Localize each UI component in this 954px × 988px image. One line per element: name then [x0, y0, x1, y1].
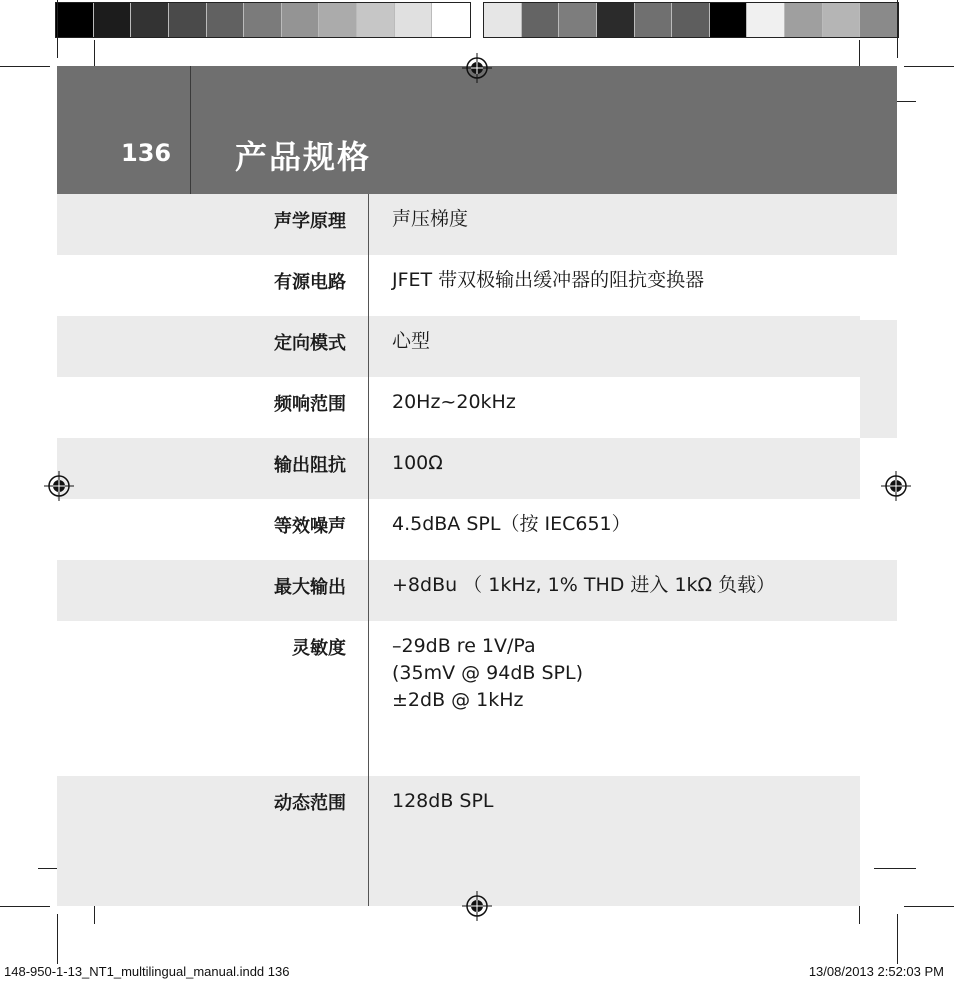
color-swatch	[282, 3, 320, 37]
color-swatch	[395, 3, 433, 37]
spec-row	[57, 377, 897, 438]
color-swatch	[432, 3, 470, 37]
spec-label: 声学原理	[274, 211, 346, 232]
color-swatch	[244, 3, 282, 37]
color-swatch	[597, 3, 635, 37]
color-swatch	[635, 3, 673, 37]
color-swatch	[747, 3, 785, 37]
spec-row	[57, 776, 897, 906]
color-swatch	[710, 3, 748, 37]
spec-row	[57, 255, 897, 316]
spec-row	[57, 438, 897, 499]
spec-label: 等效噪声	[274, 516, 346, 537]
spec-label: 动态范围	[274, 793, 346, 814]
row-shade	[57, 316, 860, 377]
page-number: 136	[121, 139, 172, 167]
crop-mark	[57, 0, 58, 58]
spec-label: 定向模式	[274, 333, 346, 354]
color-swatch	[672, 3, 710, 37]
color-swatch	[785, 3, 823, 37]
color-swatch	[357, 3, 395, 37]
spec-label: 灵敏度	[292, 638, 346, 659]
spec-table	[57, 194, 897, 906]
crop-mark	[0, 906, 50, 907]
spec-row	[57, 560, 897, 621]
row-shade	[57, 194, 897, 255]
page-title: 产品规格	[235, 138, 372, 176]
spec-row	[57, 499, 897, 560]
spec-value: 4.5dBA SPL（按 IEC651）	[392, 513, 631, 535]
color-swatch	[319, 3, 357, 37]
spec-value: 100Ω	[392, 452, 443, 474]
spec-label: 频响范围	[274, 394, 346, 415]
color-swatch	[207, 3, 245, 37]
registration-mark-icon	[462, 891, 492, 921]
color-swatch	[169, 3, 207, 37]
crop-mark	[897, 914, 898, 964]
spec-value: 20Hz~20kHz	[392, 391, 516, 413]
color-swatch	[522, 3, 560, 37]
spec-value: 128dB SPL	[392, 790, 494, 812]
color-swatch	[484, 3, 522, 37]
registration-mark-icon	[881, 471, 911, 501]
color-swatch	[860, 3, 898, 37]
spec-row	[57, 316, 897, 377]
color-swatch	[823, 3, 861, 37]
spec-value: 心型	[392, 330, 431, 352]
crop-mark	[904, 66, 954, 67]
footer-datetime: 13/08/2013 2:52:03 PM	[808, 964, 944, 979]
footer-filename: 148-950-1-13_NT1_multilingual_manual.indd 136	[4, 964, 290, 979]
spec-value: JFET 带双极输出缓冲器的阻抗变换器	[392, 269, 705, 291]
crop-mark	[57, 914, 58, 964]
color-calibration-bar-right	[483, 2, 899, 38]
spec-row	[57, 621, 897, 776]
header-divider	[190, 66, 191, 194]
crop-mark	[0, 66, 50, 67]
table-divider	[368, 194, 369, 906]
color-swatch	[559, 3, 597, 37]
color-swatch	[56, 3, 94, 37]
spec-row	[57, 194, 897, 255]
page-header	[57, 66, 897, 194]
spec-value: –29dB re 1V/Pa (35mV @ 94dB SPL) ±2dB @ 1kHz	[392, 635, 584, 711]
spec-label: 最大输出	[274, 577, 346, 598]
row-shade	[57, 438, 860, 499]
spec-label: 有源电路	[274, 272, 346, 293]
color-swatch	[131, 3, 169, 37]
spec-value: 声压梯度	[392, 208, 469, 230]
color-swatch	[94, 3, 132, 37]
registration-mark-icon	[44, 471, 74, 501]
registration-mark-icon	[462, 53, 492, 83]
crop-mark	[897, 0, 898, 58]
crop-mark	[904, 906, 954, 907]
spec-label: 输出阻抗	[274, 455, 346, 476]
spec-value: +8dBu （ 1kHz, 1% THD 进入 1kΩ 负载）	[392, 574, 776, 596]
color-calibration-bar-left	[55, 2, 471, 38]
